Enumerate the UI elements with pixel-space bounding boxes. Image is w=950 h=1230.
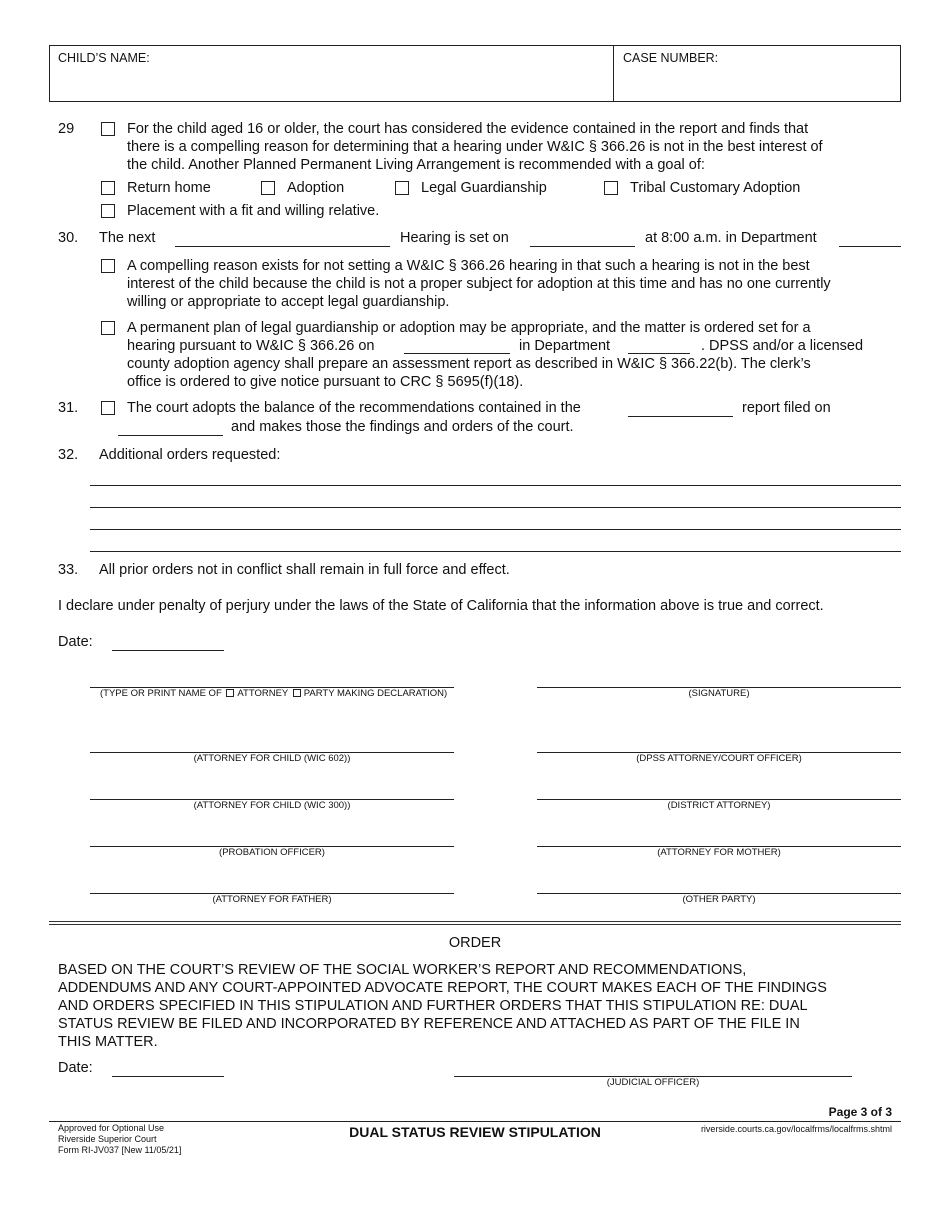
order-text-line-3: AND ORDERS SPECIFIED IN THIS STIPULATION AND FURTHER ORDERS THAT THIS STIPULATION RE: DUAL <box>58 998 808 1014</box>
attorney-father-caption: (ATTORNEY FOR FATHER) <box>212 894 332 905</box>
district-attorney-caption: (DISTRICT ATTORNEY) <box>667 800 771 811</box>
permanent-plan-line-2b: in Department <box>519 338 611 354</box>
item-33-text: All prior orders not in conflict shall remain in full force and effect. <box>99 562 510 578</box>
wic-36626-date-field[interactable] <box>404 353 510 354</box>
additional-orders-line-4[interactable] <box>90 551 901 552</box>
permanent-plan-line-2a: hearing pursuant to W&IC § 366.26 on <box>127 338 375 354</box>
relative-placement-label: Placement with a fit and willing relative. <box>127 203 380 219</box>
declaration-text: I declare under penalty of perjury under the laws of the State of California that the information above is true and correct. <box>58 598 824 614</box>
order-separator <box>49 921 901 925</box>
footer-rule <box>49 1121 901 1122</box>
item-29-text-line-2: there is a compelling reason for determining that a hearing under W&IC § 366.26 is not in the best interest of <box>127 139 823 155</box>
compelling-reason-checkbox[interactable] <box>101 259 115 273</box>
header-divider <box>613 46 614 101</box>
permanent-plan-line-3: county adoption agency shall prepare an assessment report as described in W&IC § 366.22(b). The clerk’s <box>127 356 811 372</box>
item-31-line-1a: The court adopts the balance of the recommendations contained in the <box>127 400 581 416</box>
hearing-date-field[interactable] <box>530 246 635 247</box>
other-party-caption: (OTHER PARTY) <box>682 894 756 905</box>
print-name-party: PARTY MAKING DECLARATION) <box>303 688 448 699</box>
department-field[interactable] <box>839 246 901 247</box>
print-name-attorney: ATTORNEY <box>237 688 289 699</box>
order-date-field[interactable] <box>112 1076 224 1077</box>
footer-form-number: Form RI-JV037 [New 11/05/21] <box>58 1145 182 1155</box>
item-31-line-1b: report filed on <box>742 400 831 416</box>
item-32-number: 32. <box>58 447 79 463</box>
legal-guardianship-checkbox[interactable] <box>395 181 409 195</box>
return-home-checkbox[interactable] <box>101 181 115 195</box>
plan-department-field[interactable] <box>628 353 690 354</box>
relative-placement-checkbox[interactable] <box>101 204 115 218</box>
item-29-text-line-3: the child. Another Planned Permanent Living Arrangement is recommended with a goal of: <box>127 157 705 173</box>
dpss-attorney-caption: (DPSS ATTORNEY/COURT OFFICER) <box>636 753 802 764</box>
order-title: ORDER <box>448 935 502 951</box>
date-label: Date: <box>58 634 93 650</box>
declaration-date-field[interactable] <box>112 650 224 651</box>
form-title: DUAL STATUS REVIEW STIPULATION <box>349 1124 601 1140</box>
footer-url: riverside.courts.ca.gov/localfrms/localfrms.shtml <box>700 1124 892 1134</box>
signature-caption: (SIGNATURE) <box>688 688 750 699</box>
attorney-mini-checkbox[interactable] <box>226 689 234 697</box>
report-filed-date-field[interactable] <box>118 435 223 436</box>
adoption-checkbox[interactable] <box>261 181 275 195</box>
compelling-reason-line-1: A compelling reason exists for not setting a W&IC § 366.26 hearing in that such a hearing is not in the best <box>127 258 810 274</box>
item-29-number: 29 <box>58 121 75 137</box>
item-29-text-line-1: For the child aged 16 or older, the court has considered the evidence contained in the report and finds that <box>127 121 809 137</box>
item-30-number: 30. <box>58 230 79 246</box>
tribal-customary-adoption-label: Tribal Customary Adoption <box>630 180 801 196</box>
permanent-plan-checkbox[interactable] <box>101 321 115 335</box>
item-30-the-next: The next <box>99 230 156 246</box>
return-home-label: Return home <box>127 180 211 196</box>
item-30-hearing-set-on: Hearing is set on <box>400 230 509 246</box>
item-31-line-2: and makes those the findings and orders of the court. <box>231 419 574 435</box>
additional-orders-line-1[interactable] <box>90 485 901 486</box>
adoption-label: Adoption <box>287 180 345 196</box>
attorney-mother-caption: (ATTORNEY FOR MOTHER) <box>657 847 781 858</box>
item-31-number: 31. <box>58 400 79 416</box>
child-name-label: CHILD’S NAME: <box>58 51 150 65</box>
footer-approved: Approved for Optional Use <box>58 1123 165 1133</box>
hearing-type-field[interactable] <box>175 246 390 247</box>
additional-orders-line-3[interactable] <box>90 529 901 530</box>
legal-guardianship-label: Legal Guardianship <box>421 180 547 196</box>
footer-court: Riverside Superior Court <box>58 1134 157 1144</box>
permanent-plan-line-1: A permanent plan of legal guardianship or adoption may be appropriate, and the matter is ordered set for a <box>127 320 811 336</box>
header-box <box>49 45 901 102</box>
item-29-checkbox[interactable] <box>101 122 115 136</box>
item-32-label: Additional orders requested: <box>99 447 281 463</box>
order-text-line-1: BASED ON THE COURT’S REVIEW OF THE SOCIAL WORKER’S REPORT AND RECOMMENDATIONS, <box>58 962 747 978</box>
order-text-line-4: STATUS REVIEW BE FILED AND INCORPORATED BY REFERENCE AND ATTACHED AS PART OF THE FILE IN <box>58 1016 800 1032</box>
order-text-line-2: ADDENDUMS AND ANY COURT-APPOINTED ADVOCATE REPORT, THE COURT MAKES EACH OF THE FINDINGS <box>58 980 827 996</box>
case-number-label: CASE NUMBER: <box>623 51 719 65</box>
compelling-reason-line-2: interest of the child because the child is not a proper subject for adoption at this time and has no one currently <box>127 276 831 292</box>
compelling-reason-line-3: willing or appropriate to accept legal guardianship. <box>127 294 450 310</box>
case-number-field[interactable] <box>616 66 898 100</box>
judicial-officer-caption: (JUDICIAL OFFICER) <box>606 1077 700 1088</box>
additional-orders-line-2[interactable] <box>90 507 901 508</box>
report-name-field[interactable] <box>628 416 733 417</box>
permanent-plan-line-4: office is ordered to give notice pursuant to CRC § 5695(f)(18). <box>127 374 524 390</box>
item-33-number: 33. <box>58 562 79 578</box>
order-text-line-5: THIS MATTER. <box>58 1034 158 1050</box>
item-30-at-time: at 8:00 a.m. in Department <box>645 230 817 246</box>
item-31-checkbox[interactable] <box>101 401 115 415</box>
attorney-child-300-caption: (ATTORNEY FOR CHILD (WIC 300)) <box>193 800 351 811</box>
attorney-child-602-caption: (ATTORNEY FOR CHILD (WIC 602)) <box>193 753 351 764</box>
print-name-caption <box>100 688 447 700</box>
permanent-plan-line-2c: . DPSS and/or a licensed <box>701 338 864 354</box>
order-date-label: Date: <box>58 1060 93 1076</box>
party-mini-checkbox[interactable] <box>293 689 301 697</box>
print-name-prefix: (TYPE OR PRINT NAME OF <box>100 688 222 699</box>
tribal-customary-adoption-checkbox[interactable] <box>604 181 618 195</box>
probation-officer-caption: (PROBATION OFFICER) <box>219 847 325 858</box>
page-number: Page 3 of 3 <box>828 1105 892 1119</box>
child-name-field[interactable] <box>51 66 611 100</box>
